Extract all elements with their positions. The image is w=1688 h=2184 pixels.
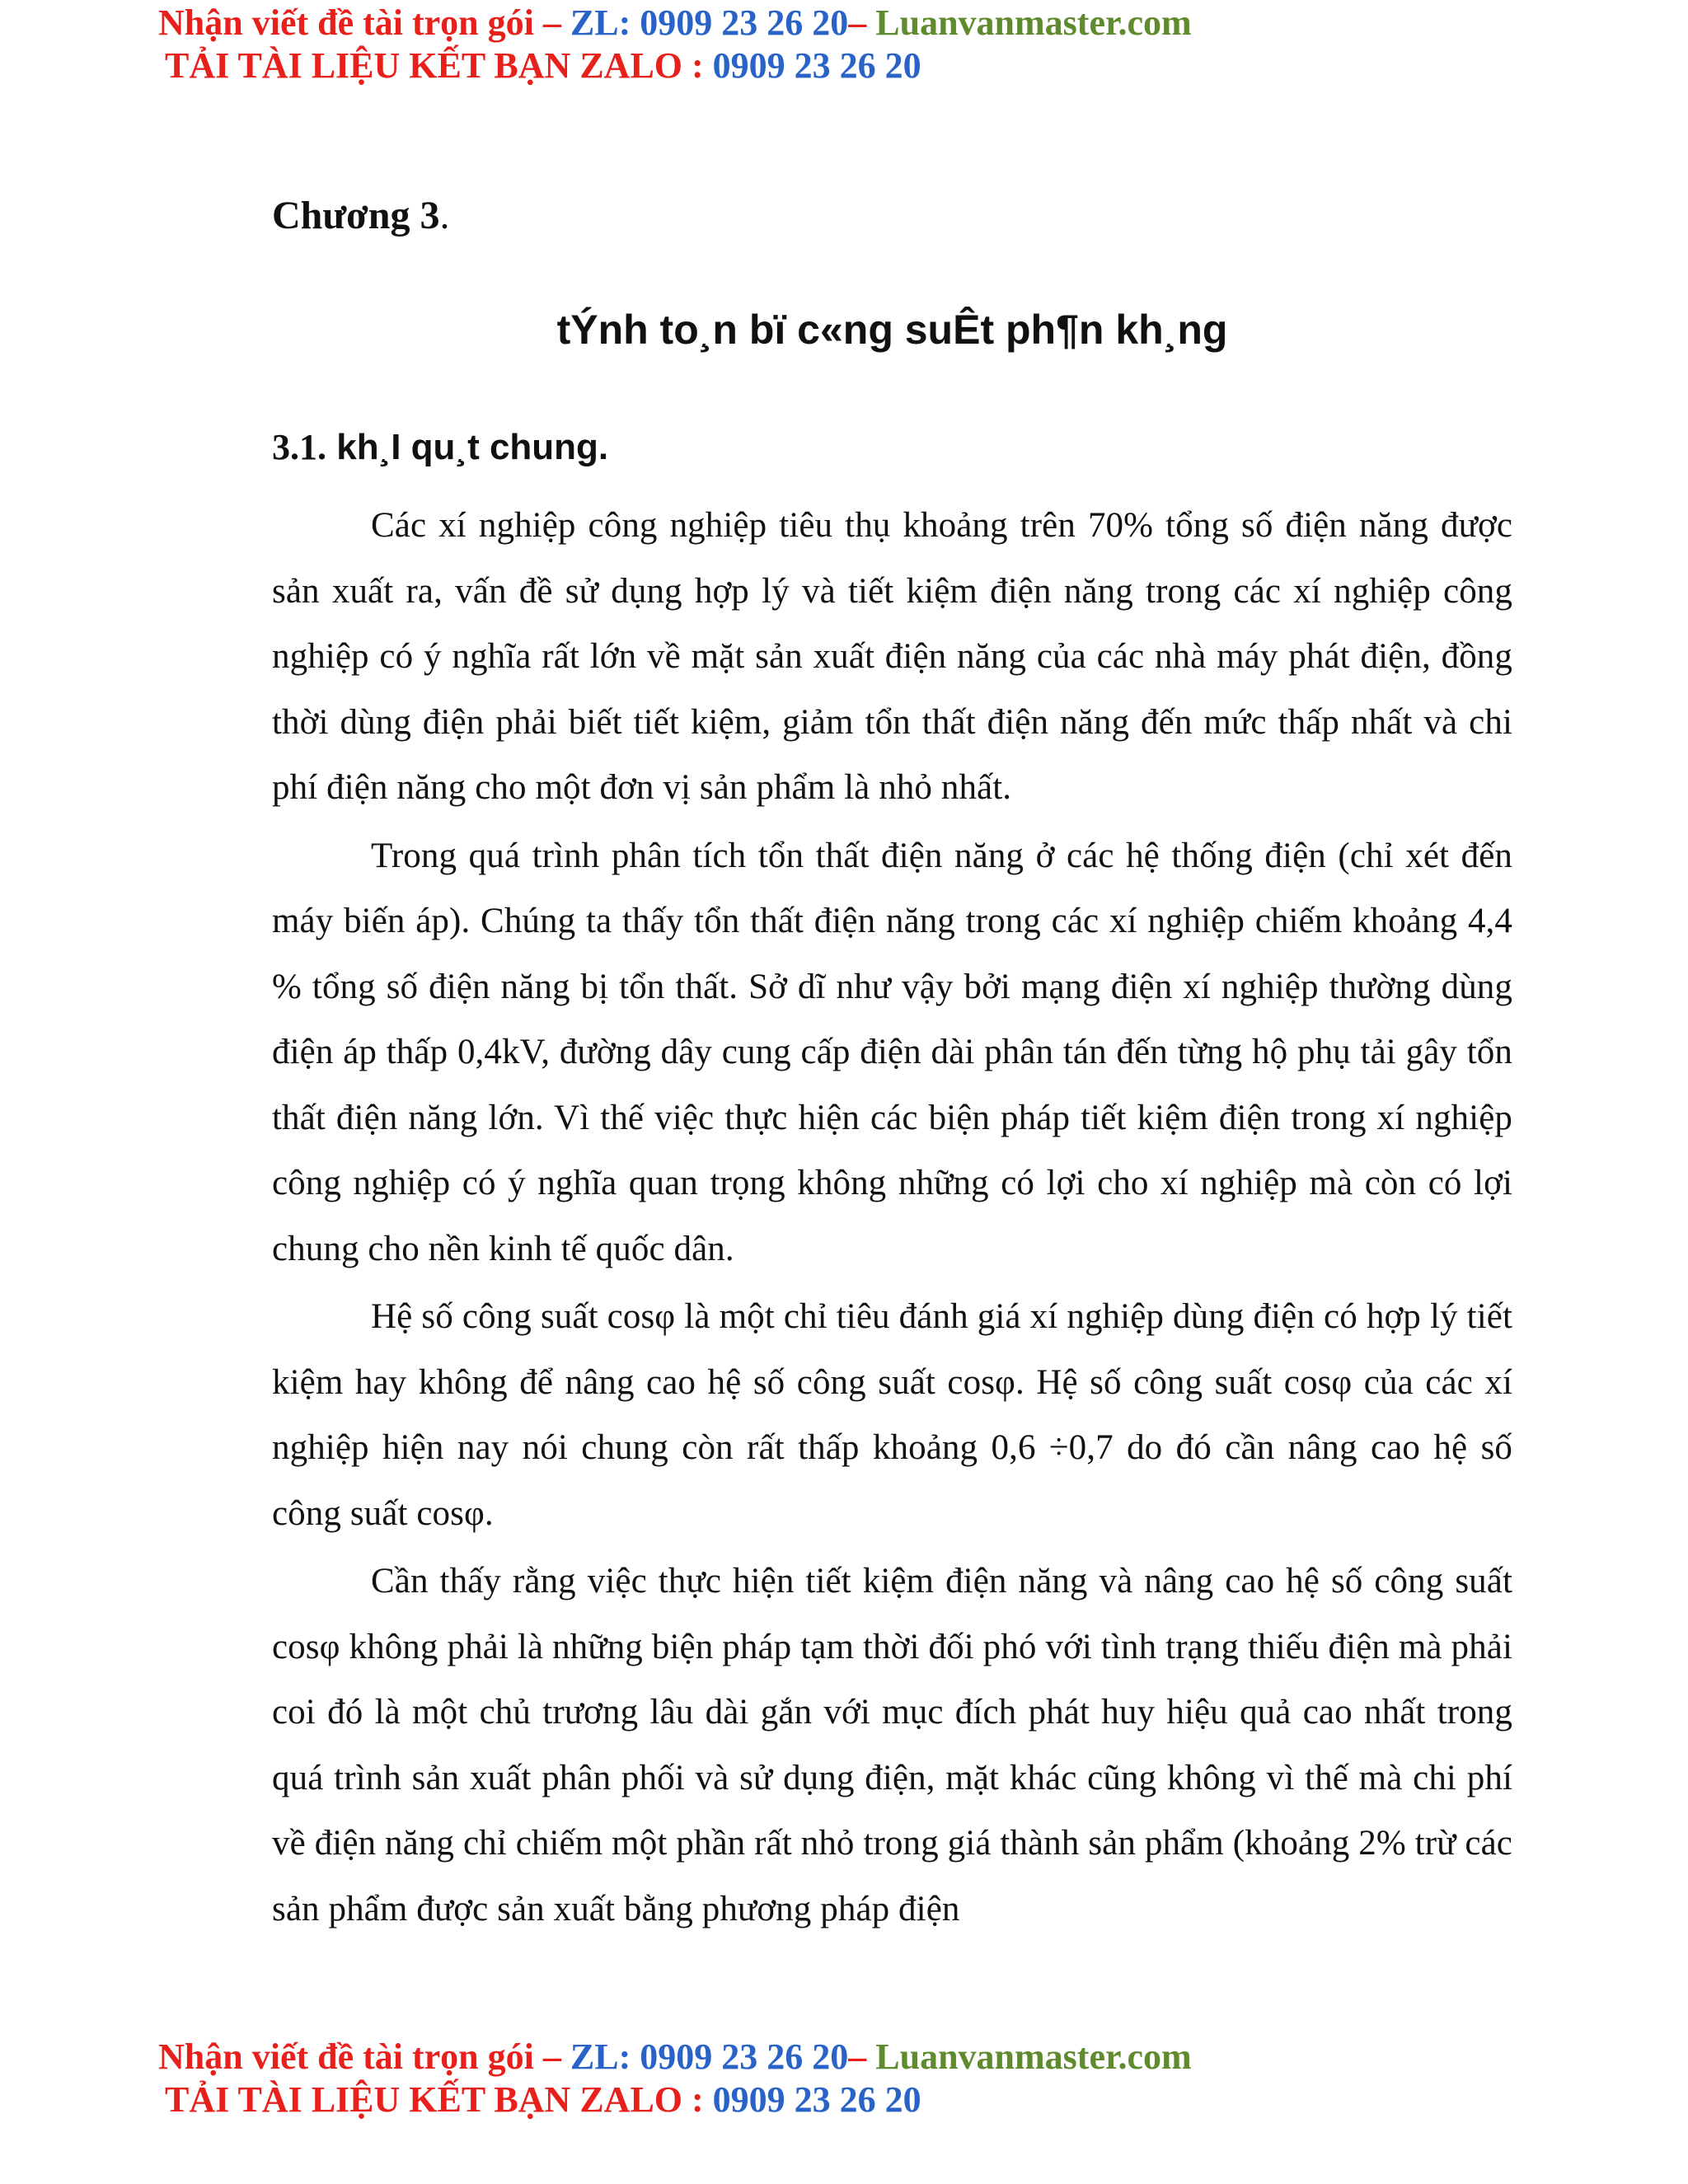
footer-banner-website: Luanvanmaster.com xyxy=(875,2036,1192,2077)
paragraph-4: Cần thấy rằng việc thực hiện tiết kiệm điện năng và nâng cao hệ số công suất cosφ không phải là những biện pháp tạm thời đối phó với tình trạng thiếu điện mà phải coi đó là một chủ trương lâu dài gắn với mục đích phát huy hiệu quả cao nhất trong quá trình sản xuất phân phối và sử dụng điện, mặt khác cũng không vì thế mà chi phí về điện năng chỉ chiếm một phần rất nhỏ trong giá thành sản phẩm (khoảng 2% trừ các sản phẩm được sản xuất bằng phương pháp điện xyxy=(272,1562,1512,1929)
chapter-title: tÝnh to¸n bï c«ng suÊt ph¶n kh¸ng xyxy=(556,307,1228,353)
paragraph-3: Hệ số công suất cosφ là một chỉ tiêu đánh giá xí nghiệp dùng điện có hợp lý tiết kiệm hay không để nâng cao hệ số công suất cosφ. Hệ số công suất cosφ của các xí nghiệp hiện nay nói chung còn rất thấp khoảng 0,6 ÷0,7 do đó cần nâng cao hệ số công suất cosφ. xyxy=(272,1297,1512,1533)
section-heading xyxy=(272,424,608,471)
header-banner-dash: – xyxy=(848,2,876,43)
footer-banner xyxy=(158,2036,1192,2121)
chapter-heading xyxy=(272,191,449,241)
header-banner-website: Luanvanmaster.com xyxy=(875,2,1192,43)
header-banner xyxy=(158,2,1192,87)
header-banner-line1 xyxy=(158,2,1192,45)
paragraph-2: Trong quá trình phân tích tổn thất điện năng ở các hệ thống điện (chỉ xét đến máy biến áp). Chúng ta thấy tổn thất điện năng trong các xí nghiệp chiếm khoảng 4,4 % tổng số điện năng bị tổn thất. Sở dĩ như vậy bởi mạng điện xí nghiệp thường dùng điện áp thấp 0,4kV, đường dây cung cấp điện dài phân tán đến từng hộ phụ tải gây tổn thất điện năng lớn. Vì thế việc thực hiện các biện pháp tiết kiệm điện trong xí nghiệp công nghiệp có ý nghĩa quan trọng không những có lợi cho xí nghiệp mà còn có lợi chung cho nền kinh tế quốc dân. xyxy=(272,836,1512,1268)
footer-banner-service-text: Nhận viết đề tài trọn gói – xyxy=(158,2036,570,2077)
chapter-dot: . xyxy=(439,194,450,237)
section-number: 3.1. xyxy=(272,427,326,467)
footer-banner-phone: 0909 23 26 20 xyxy=(712,2079,921,2120)
header-banner-service-text: Nhận viết đề tài trọn gói – xyxy=(158,2,570,43)
header-banner-zalo-number: ZL: 0909 23 26 20 xyxy=(570,2,849,43)
header-banner-download-text: TẢI TÀI LIỆU KẾT BẠN ZALO : xyxy=(165,45,713,86)
footer-banner-line2 xyxy=(158,2079,1192,2121)
footer-banner-download-text: TẢI TÀI LIỆU KẾT BẠN ZALO : xyxy=(165,2079,713,2120)
chapter-label: Chương 3 xyxy=(272,194,440,237)
body-text xyxy=(272,493,1512,1944)
footer-banner-zalo-number: ZL: 0909 23 26 20 xyxy=(570,2036,849,2077)
section-title: kh¸I qu¸t chung. xyxy=(326,427,609,467)
header-banner-line2 xyxy=(158,45,1192,87)
footer-banner-line1 xyxy=(158,2036,1192,2079)
header-banner-phone: 0909 23 26 20 xyxy=(712,45,921,86)
paragraph-1: Các xí nghiệp công nghiệp tiêu thụ khoảng trên 70% tổng số điện năng được sản xuất ra, vấn đề sử dụng hợp lý và tiết kiệm điện năng trong các xí nghiệp công nghiệp có ý nghĩa rất lớn về mặt sản xuất điện năng của các nhà máy phát điện, đồng thời dùng điện phải biết tiết kiệm, giảm tổn thất điện năng đến mức thấp nhất và chi phí điện năng cho một đơn vị sản phẩm là nhỏ nhất. xyxy=(272,506,1512,807)
footer-banner-dash: – xyxy=(848,2036,876,2077)
